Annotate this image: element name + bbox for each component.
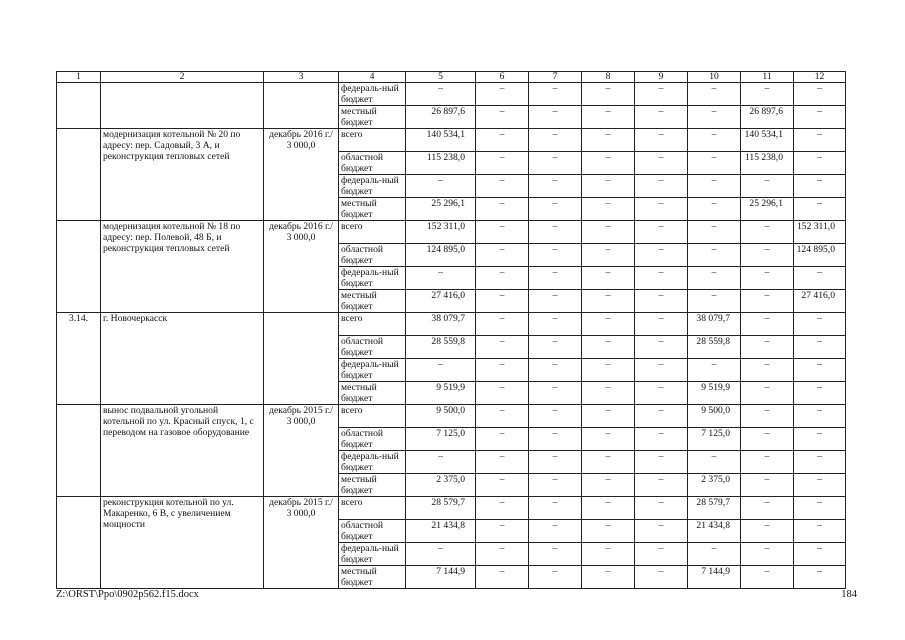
amount-cell: –	[741, 244, 794, 267]
column-header: 3	[264, 72, 339, 83]
funding-source: всего	[339, 405, 406, 428]
amount-cell: –	[582, 405, 635, 428]
amount-cell: 38 079,7	[688, 313, 741, 336]
amount-cell: 7 125,0	[406, 428, 476, 451]
amount-cell: –	[741, 428, 794, 451]
amount-cell: –	[688, 543, 741, 566]
amount-cell: –	[406, 359, 476, 382]
amount-cell: –	[476, 497, 529, 520]
amount-cell: –	[476, 175, 529, 198]
header-row	[57, 72, 846, 83]
amount-cell: –	[741, 382, 794, 405]
amount-cell: –	[794, 175, 846, 198]
item-deadline: декабрь 2016 г./ 3 000,0	[264, 221, 339, 313]
amount-cell: –	[476, 152, 529, 175]
amount-cell: –	[741, 313, 794, 336]
amount-cell: –	[794, 359, 846, 382]
amount-cell: –	[635, 221, 688, 244]
amount-cell: –	[406, 451, 476, 474]
amount-cell: –	[688, 244, 741, 267]
amount-cell: –	[635, 543, 688, 566]
amount-cell: –	[476, 428, 529, 451]
item-number	[57, 221, 101, 313]
amount-cell: –	[635, 313, 688, 336]
amount-cell: –	[741, 566, 794, 589]
amount-cell: –	[794, 336, 846, 359]
amount-cell: –	[635, 244, 688, 267]
page-number: 184	[841, 589, 857, 600]
amount-cell: –	[635, 382, 688, 405]
funding-source: федераль-ный бюджет	[339, 83, 406, 106]
amount-cell: –	[741, 221, 794, 244]
item-deadline	[264, 313, 339, 405]
amount-cell: 21 434,8	[406, 520, 476, 543]
amount-cell: –	[529, 474, 582, 497]
amount-cell: –	[688, 152, 741, 175]
amount-cell: –	[476, 566, 529, 589]
amount-cell: –	[582, 428, 635, 451]
amount-cell: –	[635, 359, 688, 382]
item-number: 3.14.	[57, 313, 101, 405]
amount-cell: –	[741, 405, 794, 428]
amount-cell: –	[741, 336, 794, 359]
amount-cell: –	[635, 520, 688, 543]
amount-cell: –	[794, 520, 846, 543]
amount-cell: –	[476, 405, 529, 428]
amount-cell: –	[529, 336, 582, 359]
amount-cell: –	[582, 566, 635, 589]
amount-cell: 7 144,9	[688, 566, 741, 589]
amount-cell: –	[529, 198, 582, 221]
amount-cell: –	[476, 83, 529, 106]
item-deadline: декабрь 2016 г./ 3 000,0	[264, 129, 339, 221]
amount-cell: –	[741, 267, 794, 290]
amount-cell: –	[476, 267, 529, 290]
amount-cell: –	[741, 474, 794, 497]
amount-cell: –	[635, 566, 688, 589]
amount-cell: –	[741, 497, 794, 520]
column-header: 7	[529, 72, 582, 83]
amount-cell: –	[688, 106, 741, 129]
amount-cell: –	[582, 543, 635, 566]
amount-cell: –	[406, 83, 476, 106]
amount-cell: 27 416,0	[794, 290, 846, 313]
amount-cell: –	[635, 451, 688, 474]
amount-cell: –	[688, 198, 741, 221]
amount-cell: –	[406, 267, 476, 290]
funding-source: местный бюджет	[339, 290, 406, 313]
amount-cell: –	[476, 359, 529, 382]
amount-cell: –	[529, 129, 582, 152]
amount-cell: –	[476, 520, 529, 543]
amount-cell: 124 895,0	[794, 244, 846, 267]
amount-cell: –	[582, 221, 635, 244]
amount-cell: –	[635, 198, 688, 221]
funding-source: федераль-ный бюджет	[339, 543, 406, 566]
amount-cell: –	[635, 290, 688, 313]
amount-cell: –	[476, 129, 529, 152]
amount-cell: –	[741, 83, 794, 106]
item-name: вынос подвальной угольной котельной по ул. Красный спуск, 1, с переводом на газовое оборудование	[101, 405, 264, 497]
table-row	[57, 129, 846, 152]
funding-source: федераль-ный бюджет	[339, 451, 406, 474]
amount-cell: 26 897,6	[741, 106, 794, 129]
amount-cell: –	[529, 566, 582, 589]
amount-cell: –	[794, 497, 846, 520]
amount-cell: –	[476, 543, 529, 566]
item-deadline: декабрь 2015 г./ 3 000,0	[264, 405, 339, 497]
funding-source: местный бюджет	[339, 198, 406, 221]
amount-cell: 27 416,0	[406, 290, 476, 313]
amount-cell: –	[476, 336, 529, 359]
funding-source: областной бюджет	[339, 336, 406, 359]
funding-source: федераль-ный бюджет	[339, 359, 406, 382]
amount-cell: –	[794, 543, 846, 566]
funding-source: федераль-ный бюджет	[339, 175, 406, 198]
amount-cell: –	[741, 451, 794, 474]
amount-cell: 7 125,0	[688, 428, 741, 451]
amount-cell: –	[582, 152, 635, 175]
amount-cell: –	[582, 474, 635, 497]
budget-table	[56, 71, 846, 589]
amount-cell: –	[794, 106, 846, 129]
funding-source: областной бюджет	[339, 244, 406, 267]
amount-cell: –	[794, 198, 846, 221]
column-header: 12	[794, 72, 846, 83]
amount-cell: –	[476, 290, 529, 313]
amount-cell: –	[635, 83, 688, 106]
amount-cell: –	[688, 267, 741, 290]
amount-cell: –	[476, 382, 529, 405]
table-row	[57, 497, 846, 520]
item-name: модернизация котельной № 20 по адресу: пер. Садовый, 3 А, и реконструкция тепловых сетей	[101, 129, 264, 221]
column-header: 5	[406, 72, 476, 83]
amount-cell: –	[635, 106, 688, 129]
amount-cell: –	[529, 543, 582, 566]
amount-cell: –	[794, 451, 846, 474]
amount-cell: –	[582, 83, 635, 106]
item-name	[101, 83, 264, 129]
amount-cell: –	[476, 474, 529, 497]
item-number	[57, 83, 101, 129]
funding-source: местный бюджет	[339, 382, 406, 405]
amount-cell: –	[794, 405, 846, 428]
amount-cell: –	[476, 198, 529, 221]
funding-source: местный бюджет	[339, 566, 406, 589]
amount-cell: –	[794, 428, 846, 451]
funding-source: всего	[339, 313, 406, 336]
amount-cell: –	[688, 451, 741, 474]
amount-cell: –	[635, 129, 688, 152]
funding-source: областной бюджет	[339, 152, 406, 175]
amount-cell: –	[476, 313, 529, 336]
amount-cell: –	[582, 267, 635, 290]
item-deadline: декабрь 2015 г./ 3 000,0	[264, 497, 339, 589]
amount-cell: –	[582, 175, 635, 198]
funding-source: федераль-ный бюджет	[339, 267, 406, 290]
amount-cell: 26 897,6	[406, 106, 476, 129]
amount-cell: –	[688, 83, 741, 106]
amount-cell: –	[688, 175, 741, 198]
funding-source: областной бюджет	[339, 428, 406, 451]
amount-cell: –	[529, 152, 582, 175]
amount-cell: –	[582, 520, 635, 543]
item-number	[57, 497, 101, 589]
amount-cell: –	[406, 543, 476, 566]
amount-cell: –	[635, 175, 688, 198]
amount-cell: –	[582, 244, 635, 267]
amount-cell: 28 559,8	[688, 336, 741, 359]
item-name: реконструкция котельной по ул. Макаренко, 6 В, с увеличением мощности	[101, 497, 264, 589]
amount-cell: –	[529, 497, 582, 520]
item-number	[57, 129, 101, 221]
amount-cell: 124 895,0	[406, 244, 476, 267]
table-row	[57, 405, 846, 428]
amount-cell: 2 375,0	[688, 474, 741, 497]
column-header: 6	[476, 72, 529, 83]
amount-cell: 25 296,1	[406, 198, 476, 221]
amount-cell: –	[582, 129, 635, 152]
amount-cell: –	[635, 267, 688, 290]
amount-cell: –	[529, 244, 582, 267]
amount-cell: –	[688, 221, 741, 244]
amount-cell: –	[794, 267, 846, 290]
amount-cell: –	[476, 106, 529, 129]
amount-cell: –	[582, 290, 635, 313]
column-header: 11	[741, 72, 794, 83]
amount-cell: –	[582, 497, 635, 520]
amount-cell: –	[635, 497, 688, 520]
amount-cell: –	[794, 382, 846, 405]
amount-cell: –	[794, 313, 846, 336]
column-header: 9	[635, 72, 688, 83]
amount-cell: –	[635, 152, 688, 175]
amount-cell: 152 311,0	[406, 221, 476, 244]
amount-cell: –	[794, 83, 846, 106]
amount-cell: –	[582, 198, 635, 221]
file-path: Z:\ORST\Ppo\0902p562.f15.docx	[56, 589, 199, 600]
funding-source: местный бюджет	[339, 106, 406, 129]
amount-cell: –	[406, 175, 476, 198]
amount-cell: –	[529, 290, 582, 313]
amount-cell: –	[529, 175, 582, 198]
amount-cell: 9 519,9	[406, 382, 476, 405]
amount-cell: –	[741, 290, 794, 313]
amount-cell: 28 579,7	[688, 497, 741, 520]
table-row	[57, 83, 846, 106]
amount-cell: 7 144,9	[406, 566, 476, 589]
amount-cell: –	[688, 359, 741, 382]
amount-cell: –	[741, 543, 794, 566]
amount-cell: –	[635, 336, 688, 359]
table-row	[57, 221, 846, 244]
amount-cell: –	[476, 244, 529, 267]
amount-cell: 9 500,0	[688, 405, 741, 428]
funding-source: всего	[339, 129, 406, 152]
column-header: 2	[101, 72, 264, 83]
amount-cell: –	[741, 359, 794, 382]
amount-cell: –	[582, 382, 635, 405]
table-body	[57, 83, 846, 589]
amount-cell: –	[741, 520, 794, 543]
amount-cell: 25 296,1	[741, 198, 794, 221]
funding-source: всего	[339, 497, 406, 520]
amount-cell: 9 519,9	[688, 382, 741, 405]
column-header: 4	[339, 72, 406, 83]
amount-cell: –	[635, 428, 688, 451]
amount-cell: 9 500,0	[406, 405, 476, 428]
item-deadline	[264, 83, 339, 129]
amount-cell: –	[529, 428, 582, 451]
amount-cell: –	[529, 451, 582, 474]
amount-cell: 28 579,7	[406, 497, 476, 520]
amount-cell: –	[688, 290, 741, 313]
amount-cell: –	[794, 474, 846, 497]
table-row	[57, 313, 846, 336]
item-name: модернизация котельной № 18 по адресу: пер. Полевой, 48 Б, и реконструкция тепловых сетей	[101, 221, 264, 313]
amount-cell: 152 311,0	[794, 221, 846, 244]
amount-cell: –	[582, 106, 635, 129]
amount-cell: 115 238,0	[741, 152, 794, 175]
amount-cell: –	[635, 474, 688, 497]
amount-cell: –	[529, 221, 582, 244]
amount-cell: –	[476, 221, 529, 244]
amount-cell: –	[529, 405, 582, 428]
amount-cell: 140 534,1	[741, 129, 794, 152]
amount-cell: 21 434,8	[688, 520, 741, 543]
amount-cell: –	[582, 313, 635, 336]
amount-cell: 2 375,0	[406, 474, 476, 497]
amount-cell: –	[529, 359, 582, 382]
item-name: г. Новочеркасск	[101, 313, 264, 405]
column-header: 10	[688, 72, 741, 83]
amount-cell: –	[688, 129, 741, 152]
amount-cell: –	[582, 359, 635, 382]
funding-source: всего	[339, 221, 406, 244]
item-number	[57, 405, 101, 497]
amount-cell: –	[635, 405, 688, 428]
amount-cell: –	[476, 451, 529, 474]
amount-cell: –	[582, 451, 635, 474]
amount-cell: 140 534,1	[406, 129, 476, 152]
column-header: 8	[582, 72, 635, 83]
amount-cell: –	[529, 313, 582, 336]
funding-source: местный бюджет	[339, 474, 406, 497]
amount-cell: –	[794, 152, 846, 175]
amount-cell: –	[529, 382, 582, 405]
amount-cell: –	[529, 106, 582, 129]
amount-cell: –	[529, 520, 582, 543]
amount-cell: –	[794, 566, 846, 589]
amount-cell: 38 079,7	[406, 313, 476, 336]
amount-cell: –	[794, 129, 846, 152]
amount-cell: –	[529, 267, 582, 290]
amount-cell: 115 238,0	[406, 152, 476, 175]
amount-cell: –	[741, 175, 794, 198]
column-header: 1	[57, 72, 101, 83]
amount-cell: 28 559,8	[406, 336, 476, 359]
amount-cell: –	[529, 83, 582, 106]
funding-source: областной бюджет	[339, 520, 406, 543]
amount-cell: –	[582, 336, 635, 359]
